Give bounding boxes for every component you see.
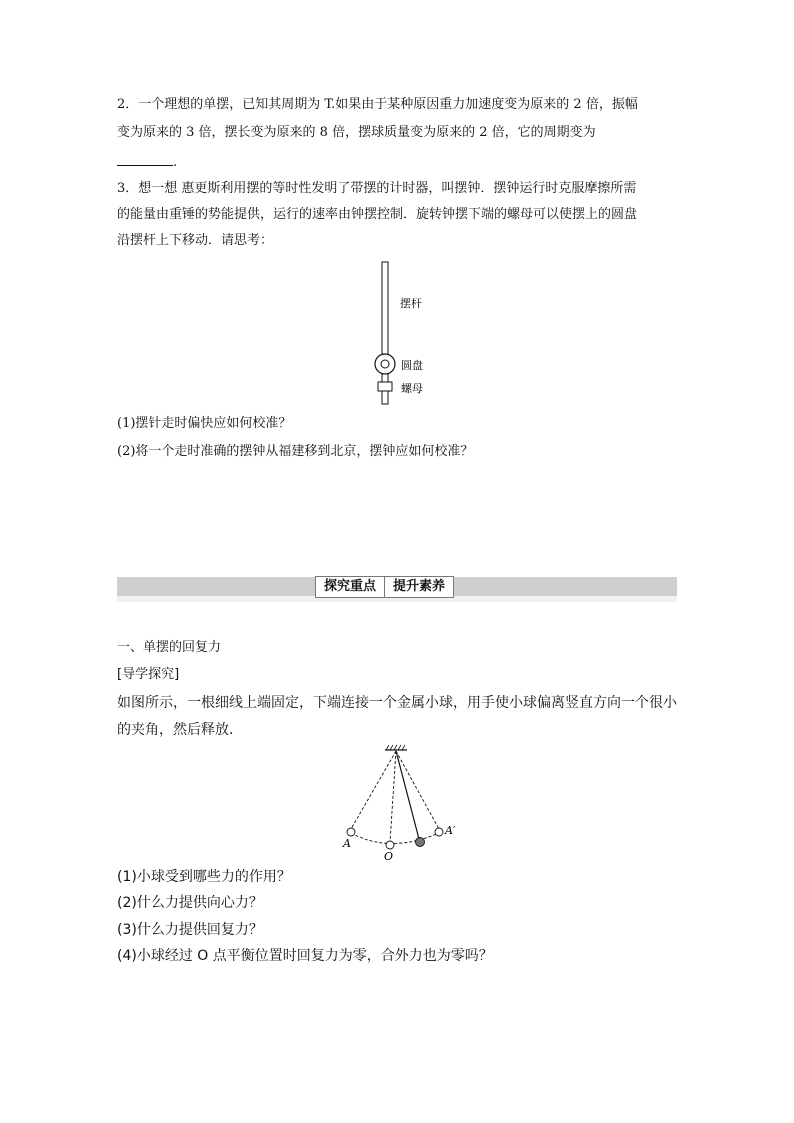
inquiry-question-3: (3)什么力提供回复力？ xyxy=(117,922,263,938)
q3-line-2: 的能量由重锤的势能提供，运行的速率由钟摆控制．旋转钟摆下端的螺母可以使摆上的圆盘 xyxy=(117,207,638,222)
inquiry-question-2: (2)什么力提供向心力？ xyxy=(117,895,263,911)
intro-paragraph-line-1: 如图所示，一根细线上端固定，下端连接一个金属小球，用手使小球偏离竖直方向一个很小 xyxy=(117,695,677,711)
q3-sub-2: (2)将一个走时准确的摆钟从福建移到北京，摆钟应如何校准？ xyxy=(117,444,474,459)
q3-line-1: 3．想一想 惠更斯利用摆的等时性发明了带摆的计时器，叫摆钟．摆钟运行时克服摩擦所需 xyxy=(117,181,637,196)
guided-inquiry-tag: [导学探究] xyxy=(117,667,180,682)
metal-ball xyxy=(416,838,425,847)
inquiry-question-4: (4)小球经过 O 点平衡位置时回复力为零，合外力也为零吗？ xyxy=(117,948,493,964)
q2-period-mark: . xyxy=(173,155,178,170)
pendulum-rod xyxy=(382,262,388,354)
ball-position-A-prime xyxy=(435,828,443,836)
vertical-thread xyxy=(390,751,396,842)
section-banner xyxy=(315,576,454,598)
answer-blank xyxy=(117,151,173,166)
label-A-prime: A′ xyxy=(445,824,456,837)
disc-center-hole xyxy=(381,360,389,368)
nut-label: 螺母 xyxy=(401,382,423,395)
left-extreme-thread xyxy=(351,751,396,829)
section-heading: 一、单摆的回复力 xyxy=(117,640,222,655)
inquiry-question-1: (1)小球受到哪些力的作用？ xyxy=(117,869,291,885)
q3-line-3: 沿摆杆上下移动．请思考： xyxy=(117,233,274,248)
ball-position-A xyxy=(347,828,355,836)
ceiling-hatching xyxy=(386,745,405,750)
q3-sub-1: (1)摆针走时偏快应如何校准？ xyxy=(117,416,292,431)
right-extreme-thread xyxy=(396,751,439,829)
label-O: O xyxy=(384,850,394,862)
q2-line-3 xyxy=(117,151,677,173)
q2-line-1: 2．一个理想的单摆，已知其周期为 T.如果由于某种原因重力加速度变为原来的 2 倍，振幅 xyxy=(117,97,638,112)
disc-label: 圆盘 xyxy=(401,359,423,372)
q2-line-2: 变为原来的 3 倍，摆长变为原来的 8 倍，摆球质量变为原来的 2 倍，它的周期变为 xyxy=(117,125,596,140)
banner-left-label: 探究重点 xyxy=(324,579,377,594)
clock-pendulum-figure xyxy=(360,258,440,408)
label-A: A xyxy=(343,837,351,850)
ball-position-O xyxy=(386,841,394,849)
swing-arc xyxy=(351,833,439,844)
rod-label: 摆杆 xyxy=(400,297,422,310)
pendulum-thread xyxy=(396,751,419,839)
banner-right-label: 提升素养 xyxy=(384,577,453,597)
simple-pendulum-figure xyxy=(335,744,465,862)
intro-paragraph-line-2: 的夹角，然后释放． xyxy=(117,722,243,738)
adjusting-nut xyxy=(378,382,392,391)
